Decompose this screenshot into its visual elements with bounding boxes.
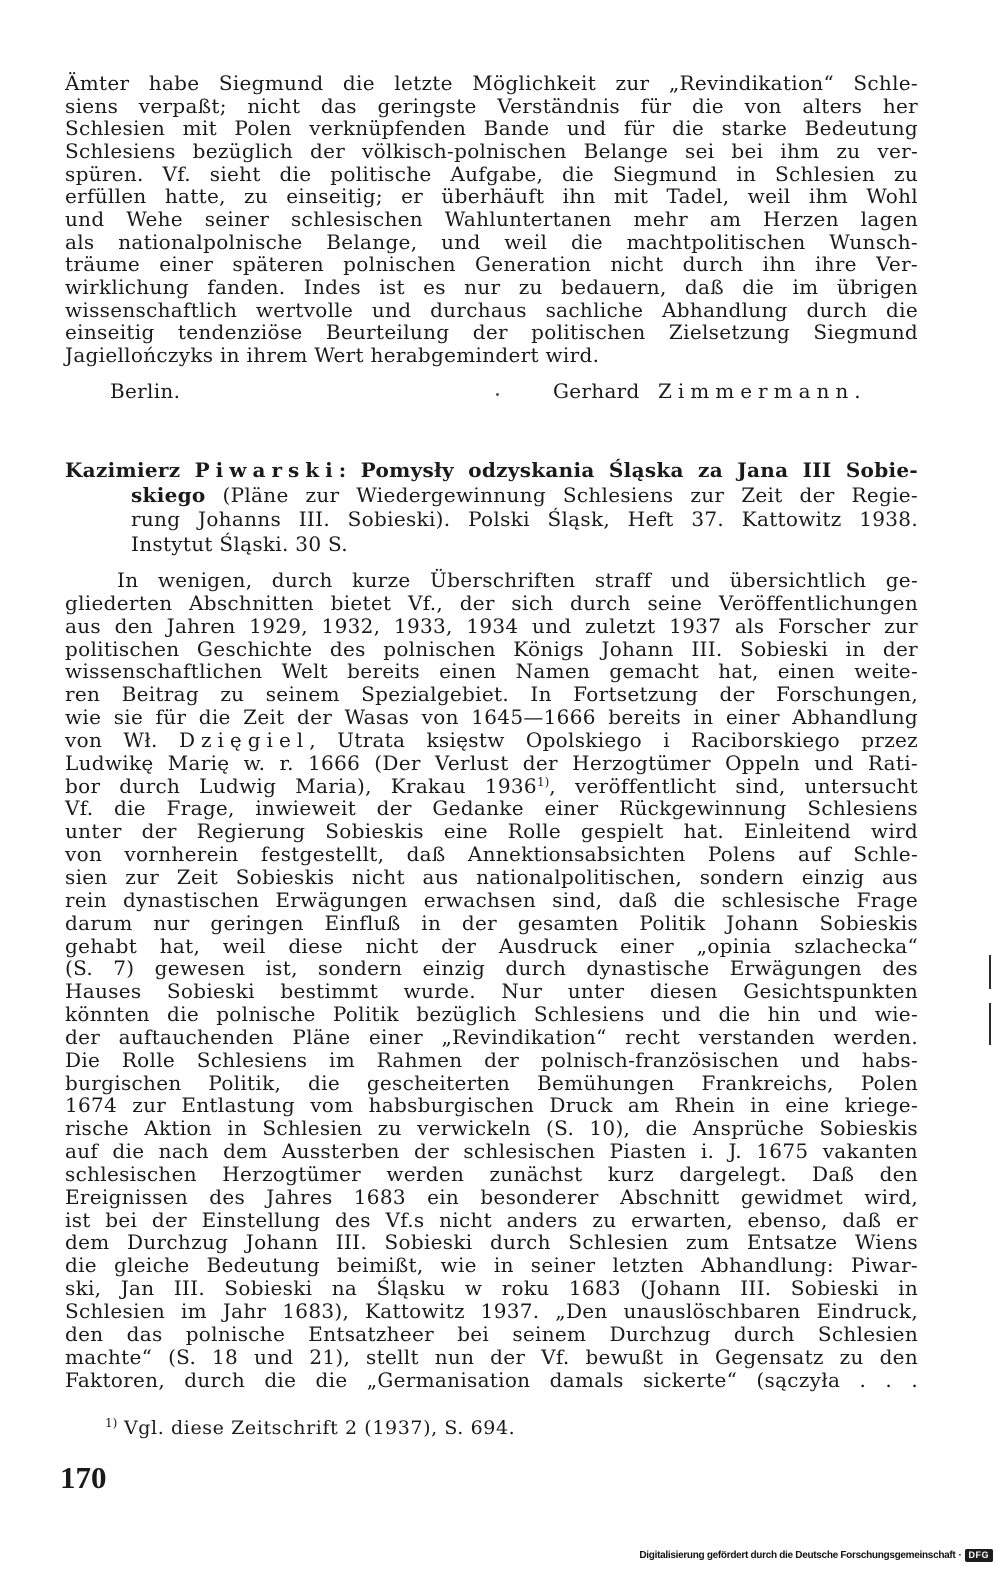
footnote-marker: 1) (105, 1416, 118, 1430)
body-line (65, 706, 918, 729)
spaced-author-name: Piwarski (194, 458, 339, 482)
text-line (65, 185, 918, 208)
text-run: wissenschaftlichen Welt bereits einen Namen gemacht hat, einen weite- (65, 659, 918, 684)
body-line (65, 1003, 918, 1026)
text-run: politischen Geschichte des polnischen Königs Johann III. Sobieski in der (65, 636, 918, 661)
body-line (65, 957, 918, 980)
footnote-marker: 1) (536, 774, 550, 789)
bold-text-run: : Pomysły odzyskania Śląska za Jana III Sobie- (338, 458, 919, 482)
body-line (65, 1049, 918, 1072)
heading-line (131, 532, 918, 557)
bold-text-run: skiego (131, 482, 206, 507)
scan-speck (496, 393, 499, 396)
text-run: Die Rolle Schlesiens im Rahmen der polnisch-französischen und habs- (65, 1047, 918, 1072)
text-run: aus den Jahren 1929, 1932, 1933, 1934 und zuletzt 1937 als Forscher zur (65, 613, 918, 638)
body-line (65, 1346, 918, 1369)
text-run: darum nur geringen Einfluß in der gesamten Politik Johann Sobieskis (65, 910, 918, 935)
text-line (65, 299, 918, 322)
body-line (65, 820, 918, 843)
text-run: rung Johanns III. Sobieski). Polski Śląsk, Heft 37. Kattowitz 1938. (131, 507, 918, 532)
body-line (65, 935, 918, 958)
text-line (65, 163, 918, 186)
body-line (65, 569, 918, 592)
body-line (65, 1186, 918, 1209)
text-run: Vgl. diese Zeitschrift 2 (1937), S. 694. (117, 1417, 516, 1439)
body-line (65, 683, 918, 706)
body-line (65, 729, 918, 752)
text-run: von vornherein festgestellt, daß Annektionsabsichten Polens auf Schle- (65, 842, 918, 867)
review-heading (65, 458, 918, 556)
credit-separator: · (958, 1550, 962, 1561)
text-line (65, 321, 918, 344)
bold-text-run: Kazimierz (65, 458, 195, 482)
text-line (65, 253, 918, 276)
text-line (65, 344, 918, 367)
body-line (65, 843, 918, 866)
spaced-name: Dzięgiel (178, 727, 310, 752)
text-run: In wenigen, durch kurze Überschriften straff und übersichtlich ge- (117, 568, 918, 592)
body-line (65, 1117, 918, 1140)
text-line (65, 95, 918, 118)
body-line (65, 752, 918, 775)
credit-text: Digitalisierung gefördert durch die Deutsche Forschungsgemeinschaft (639, 1550, 956, 1561)
text-run: wie sie für die Zeit der Wasas von 1645—1666 bereits in einer Abhandlung (65, 705, 918, 730)
text-run: Vf. die Frage, inwieweit der Gedanke einer Rückgewinnung Schlesiens (65, 796, 918, 821)
text-run: Ludwikę Marię w. r. 1666 (Der Verlust der Herzogtümer Oppeln und Rati- (65, 750, 918, 775)
text-run: ist bei der Einstellung des Vf.s nicht anders zu erwarten, ebenso, daß er (65, 1207, 918, 1232)
text-run: siens verpaßt; nicht das geringste Verständnis für die von alters her (65, 93, 918, 118)
body-line (65, 1209, 918, 1232)
text-line (65, 276, 918, 299)
text-line (65, 231, 918, 254)
text-run: Schlesien im Jahr 1683), Kattowitz 1937. „Den unauslöschbaren Eindruck, (65, 1299, 918, 1323)
page-number: 170 (60, 1460, 107, 1495)
text-run: wirklichung fanden. Indes ist es nur zu bedauern, daß die im übrigen (65, 275, 918, 300)
text-run: Faktoren, durch die die „Germanisation damals sickerte“ (sączyła . . . (65, 1367, 918, 1392)
text-run: rein dynastischen Erwägungen erwachsen sind, daß die schlesische Frage (65, 887, 918, 912)
text-line (65, 72, 918, 95)
body-line (65, 775, 918, 798)
body-line (65, 1277, 918, 1300)
text-run: Ämter habe Siegmund die letzte Möglichkeit zur „Revindikation“ Schle- (65, 71, 918, 95)
body-line (65, 980, 918, 1003)
review-signature (0, 379, 1000, 403)
review-body (65, 569, 918, 1391)
text-run: dem Durchzug Johann III. Sobieski durch Schlesien zum Entsatze Wiens (65, 1230, 918, 1255)
text-run: auf die nach dem Aussterben der schlesischen Piasten i. J. 1675 vakanten (65, 1139, 918, 1164)
dfg-logo: DFG (965, 1549, 994, 1562)
text-run: könnten die polnische Politik bezüglich Schlesiens und die hin und wie- (65, 1002, 918, 1027)
signature-place: Berlin. (110, 379, 181, 403)
text-line (65, 117, 918, 140)
scan-edge-mark (989, 955, 991, 989)
text-run: träume einer späteren polnischen Generation nicht durch ihn ihre Ver- (65, 252, 918, 277)
text-run: burgischen Politik, die gescheiterten Bemühungen Frankreichs, Polen (65, 1070, 918, 1095)
text-run: schlesischen Herzogtümer werden zunächst kurz dargelegt. Daß den (65, 1161, 918, 1186)
body-line (65, 592, 918, 615)
text-run: Hauses Sobieski bestimmt wurde. Nur unter diesen Gesichtspunkten (65, 979, 918, 1004)
text-run: machte“ (S. 18 und 21), stellt nun der Vf. bewußt in Gegensatz zu den (65, 1344, 918, 1369)
heading-line (65, 458, 918, 483)
body-line (65, 1231, 918, 1254)
body-line (65, 1072, 918, 1095)
previous-review-conclusion (65, 72, 918, 367)
text-run: von Wł. (65, 727, 179, 752)
text-run: Instytut Śląski. 30 S. (131, 531, 348, 556)
text-run: rische Aktion in Schlesien zu verwickeln (S. 10), die Ansprüche Sobieskis (65, 1116, 918, 1141)
text-run: einseitig tendenziöse Beurteilung der politischen Zielsetzung Siegmund (65, 320, 918, 345)
body-line (65, 1140, 918, 1163)
text-run: unter der Regierung Sobieskis eine Rolle gespielt hat. Einleitend wird (65, 819, 918, 844)
text-run: gehabt hat, weil diese nicht der Ausdruck einer „opinia szlachecka“ (65, 933, 918, 958)
footnote (105, 1417, 705, 1439)
text-run: und Wehe seiner schlesischen Wahluntertanen mehr am Herzen lagen (65, 207, 918, 232)
text-run: sien zur Zeit Sobieskis nicht aus nationalpolitischen, sondern einzig aus (65, 864, 918, 889)
text-run: 1674 zur Entlastung vom habsburgischen Druck am Rhein in eine kriege- (65, 1093, 918, 1118)
text-run: gliederten Abschnitten bietet Vf., der sich durch seine Veröffentlichungen (65, 590, 918, 615)
body-line (65, 912, 918, 935)
body-line (65, 615, 918, 638)
body-line (65, 1254, 918, 1277)
body-line (65, 1300, 918, 1323)
text-run: wissenschaftlich wertvolle und durchaus sachliche Abhandlung durch die (65, 297, 918, 322)
text-run: ski, Jan III. Sobieski na Śląsku w roku 1683 (Johann III. Sobieski in (65, 1276, 918, 1301)
text-line (65, 140, 918, 163)
heading-line (131, 507, 918, 532)
text-run: (S. 7) gewesen ist, sondern einzig durch dynastische Erwägungen des (65, 956, 918, 981)
scan-edge-mark (989, 1003, 991, 1045)
body-line (65, 660, 918, 683)
body-line (65, 866, 918, 889)
body-line (65, 1094, 918, 1117)
text-run: , veröffentlicht sind, untersucht (549, 773, 918, 798)
text-run: bor durch Ludwig Maria), Krakau 1936 (65, 773, 537, 798)
reviewer-first-name: Gerhard (553, 379, 640, 403)
text-run: spüren. Vf. sieht die politische Aufgabe, die Siegmund in Schlesien zu (65, 161, 918, 186)
text-run: der auftauchenden Pläne einer „Revindikation“ recht verstanden werden. (65, 1024, 918, 1049)
text-line (65, 208, 918, 231)
text-run: ren Beitrag zu seinem Spezialgebiet. In Fortsetzung der Forschungen, (65, 682, 918, 707)
text-run: , Utrata księstw Opolskiego i Raciborskiego przez (309, 727, 919, 752)
body-line (65, 1369, 918, 1392)
body-line (65, 1163, 918, 1186)
text-run: Schlesiens bezüglich der völkisch-polnischen Belange sei bei ihm zu ver- (65, 139, 918, 164)
text-run: erfüllen hatte, zu einseitig; er überhäuft ihn mit Tadel, weil ihm Wohl (65, 184, 918, 209)
body-line (65, 1026, 918, 1049)
text-run: die gleiche Bedeutung beimißt, wie in seiner letzten Abhandlung: Piwar- (65, 1253, 918, 1278)
body-line (65, 889, 918, 912)
text-run: Jagiellończyks in ihrem Wert herabgemindert wird. (65, 343, 600, 368)
text-run: als nationalpolnische Belange, und weil die machtpolitischen Wunsch- (65, 229, 918, 254)
text-run: (Pläne zur Wiedergewinnung Schlesiens zur Zeit der Regie- (205, 482, 918, 507)
reviewer-surname: Zimmermann. (658, 379, 867, 403)
body-line (65, 797, 918, 820)
text-run: Ereignissen des Jahres 1683 ein besonderer Abschnitt gewidmet wird, (65, 1184, 918, 1209)
heading-line (131, 483, 918, 508)
text-run: den das polnische Entsatzheer bei seinem Durchzug durch Schlesien (65, 1321, 918, 1346)
body-line (65, 638, 918, 661)
footnote-line (105, 1417, 705, 1439)
digitization-credit (639, 1549, 993, 1562)
body-line (65, 1323, 918, 1346)
text-run: Schlesien mit Polen verknüpfenden Bande und für die starke Bedeutung (65, 116, 918, 141)
